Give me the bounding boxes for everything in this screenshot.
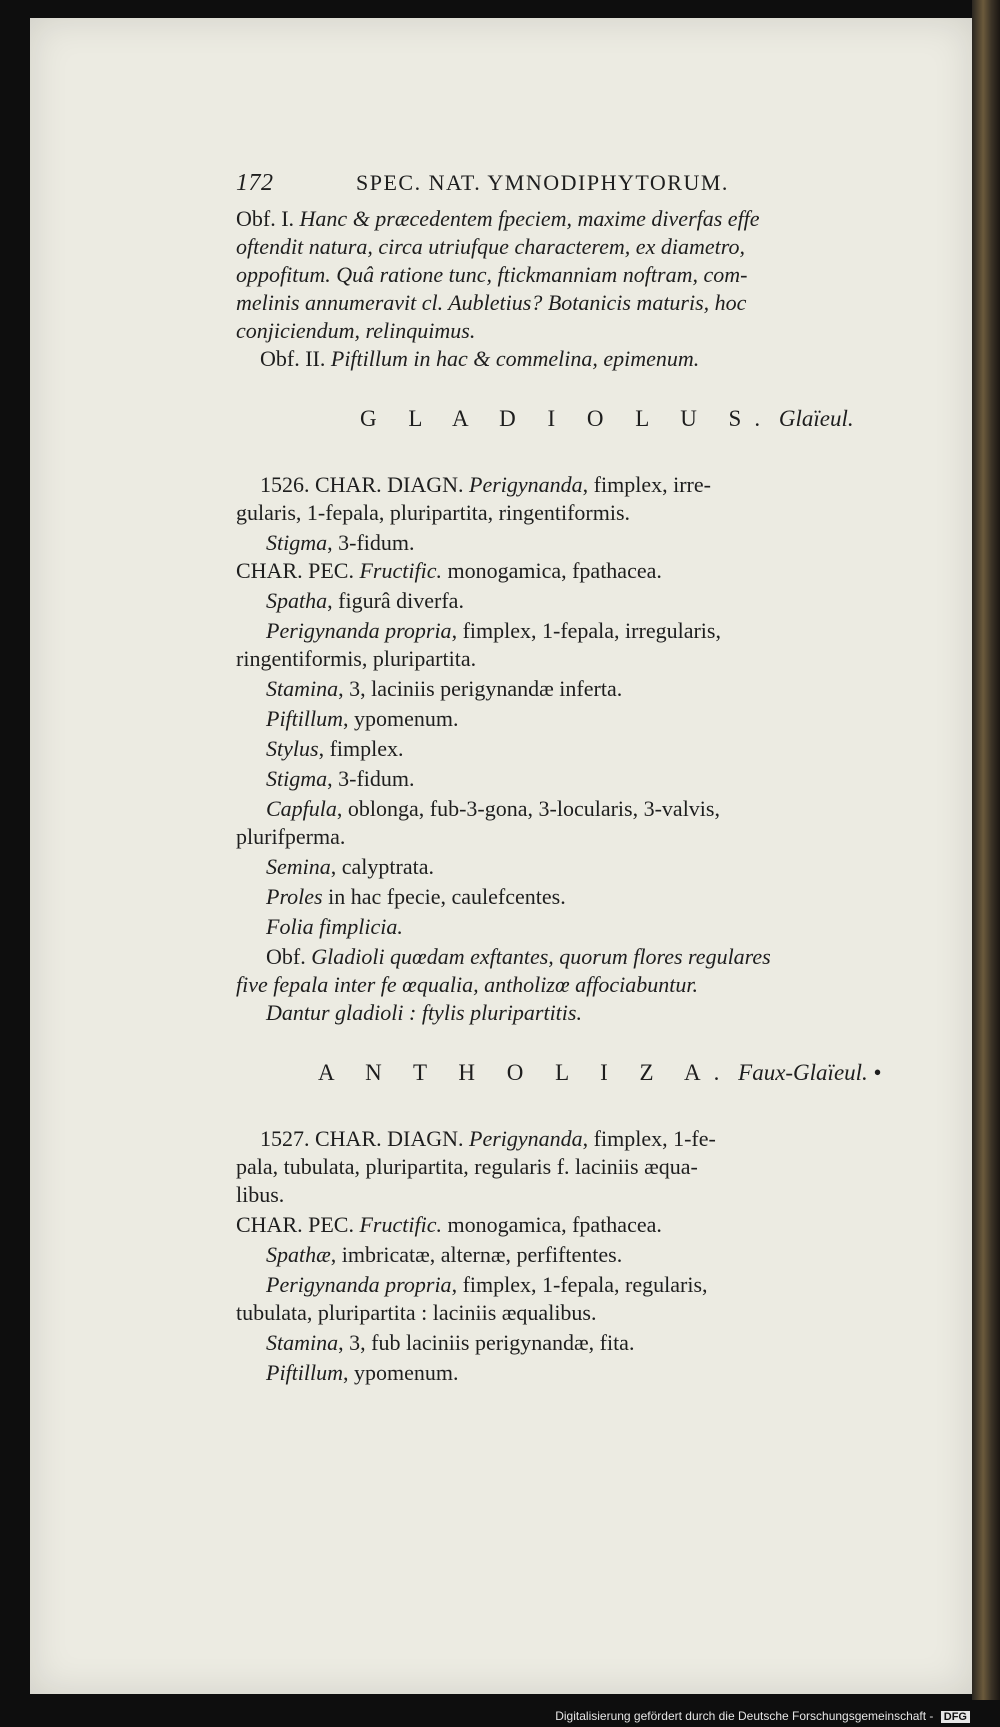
gladiolus-semina: Semina, calyptrata. (266, 854, 434, 879)
gladiolus-perigynanda-2: ringentiformis, pluripartita. (236, 646, 477, 671)
gladiolus-char-pec: CHAR. PEC. Fructific. monogamica, fpathacea. (236, 558, 662, 583)
antholiza-diagn-2: pala, tubulata, pluripartita, regularis f. laciniis æqua- (236, 1154, 698, 1179)
gladiolus-diagn-1: 1526. CHAR. DIAGN. Perigynanda, fimplex, irre- (260, 472, 711, 497)
gladiolus-obf-2: five fepala inter fe œqualia, antholizœ affociabuntur. (236, 972, 698, 997)
antholiza-heading: A N T H O L I Z A. Faux-Glaïeul. • (318, 1060, 882, 1085)
gladiolus-proles: Proles in hac fpecie, caulefcentes. (266, 884, 566, 909)
gladiolus-diagn-2: gularis, 1-fepala, pluripartita, ringentiformis. (236, 500, 631, 525)
gladiolus-pistillum: Piftillum, ypomenum. (266, 706, 459, 731)
obs1-line-1: Obf. I. Hanc & præcedentem fpeciem, maxime diverfas effe (236, 206, 760, 231)
book-edge (972, 0, 1000, 1700)
obs1-line-4: melinis annumeravit cl. Aubletius? Botanicis maturis, hoc (236, 290, 747, 315)
digitization-credit (555, 1709, 970, 1723)
page-number: 172 (236, 170, 274, 196)
antholiza-char-pec: CHAR. PEC. Fructific. monogamica, fpathacea. (236, 1212, 662, 1237)
gladiolus-stylus: Stylus, fimplex. (266, 736, 404, 761)
obs1-line-2: oftendit natura, circa utriufque characterem, ex diametro, (236, 234, 745, 259)
antholiza-spathae: Spathæ, imbricatæ, alternæ, perfiftentes. (266, 1242, 623, 1267)
credit-text: Digitalisierung gefördert durch die Deutsche Forschungsgemeinschaft - (555, 1709, 934, 1723)
gladiolus-folia: Folia fimplicia. (266, 914, 403, 939)
gladiolus-heading: G L A D I O L U S. Glaïeul. (360, 406, 854, 431)
running-title: SPEC. NAT. YMNODIPHYTORUM. (356, 170, 729, 195)
gladiolus-obf-1: Obf. Gladioli quœdam exftantes, quorum flores regulares (266, 944, 771, 969)
gladiolus-stamina: Stamina, 3, laciniis perigynandæ inferta. (266, 676, 623, 701)
antholiza-perigynanda-1: Perigynanda propria, fimplex, 1-fepala, regularis, (266, 1272, 708, 1297)
antholiza-stamina: Stamina, 3, fub laciniis perigynandæ, fita. (266, 1330, 635, 1355)
obs1-line-3: oppofitum. Quâ ratione tunc, ftickmanniam noftram, com- (236, 262, 748, 287)
page-header (236, 170, 729, 197)
gladiolus-stigma-1: Stigma, 3-fidum. (266, 530, 415, 555)
antholiza-perigynanda-2: tubulata, pluripartita : laciniis æqualibus. (236, 1300, 597, 1325)
gladiolus-spatha: Spatha, figurâ diverfa. (266, 588, 464, 613)
antholiza-diagn-1: 1527. CHAR. DIAGN. Perigynanda, fimplex, 1-fe- (260, 1126, 716, 1151)
dfg-logo: DFG (941, 1711, 970, 1723)
gladiolus-perigynanda-1: Perigynanda propria, fimplex, 1-fepala, irregularis, (266, 618, 721, 643)
gladiolus-obf-3: Dantur gladioli : ftylis pluripartitis. (266, 1000, 582, 1025)
gladiolus-stigma-2: Stigma, 3-fidum. (266, 766, 415, 791)
antholiza-pistillum: Piftillum, ypomenum. (266, 1360, 459, 1385)
gladiolus-capsula-2: plurifperma. (236, 824, 346, 849)
gladiolus-capsula-1: Capfula, oblonga, fub-3-gona, 3-locularis, 3-valvis, (266, 796, 720, 821)
obs2-line: Obf. II. Piftillum in hac & commelina, epimenum. (260, 346, 700, 371)
antholiza-diagn-3: libus. (236, 1182, 285, 1207)
obs1-line-5: conjiciendum, relinquimus. (236, 318, 476, 343)
